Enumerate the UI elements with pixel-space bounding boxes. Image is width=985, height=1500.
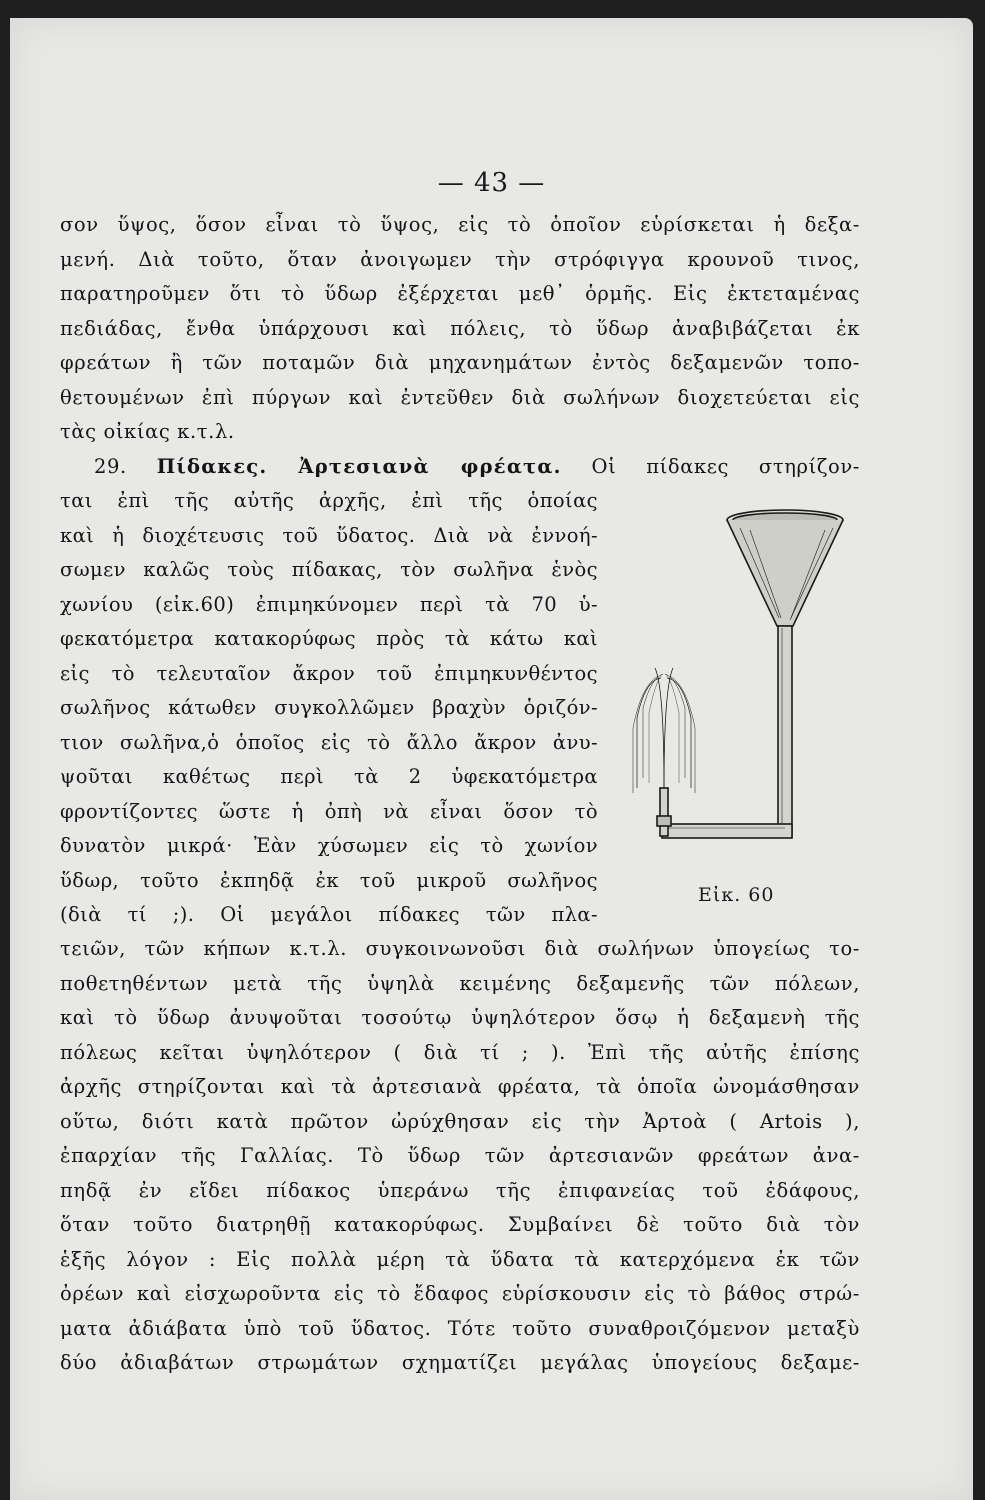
text-line: δύο ἀδιαβάτων στρωμάτων σχηματίζει μεγάλας ὑπογείους δεξαμε- [60,1351,860,1374]
text-line: σωλῆνος κάτωθεν συγκολλῶμεν βραχὺν ὁριζόν- [60,696,598,719]
text-line: φροντίζοντες ὥστε ἡ ὀπὴ νὰ εἶναι ὅσον τὸ [60,799,598,823]
text-line: πεδιάδας, ἔνθα ὑπάρχουσι καὶ πόλεις, τὸ ὕδωρ ἀναβιβάζεται ἐκ [60,316,860,340]
section-heading-line [60,450,860,485]
text-line: σωμεν καλῶς τοὺς πίδακας, τὸν σωλῆνα ἑνὸς [60,558,598,581]
paragraph-top [60,208,860,484]
text-line: εἰς τὸ τελευταῖον ἄκρον τοῦ ἐπιμηκυνθέντος [60,661,598,685]
text-line: (διὰ τί ;). Οἱ μεγάλοι πίδακες τῶν πλα- [60,903,598,926]
text-line: μενή. Διὰ τοῦτο, ὅταν ἀνοιγωμεν τὴν στρόφιγγα κρουνοῦ τινος, [60,247,860,271]
text-line: καὶ τὸ ὕδωρ ἀνυψοῦται τοσούτῳ ὑψηλότερον ὅσῳ ἡ δεξαμενὴ τῆς [60,1006,860,1029]
text-line: πηδᾷ ἐν εἴδει πίδακος ὑπεράνω τῆς ἐπιφανείας τοῦ ἐδάφους, [60,1178,860,1202]
text-line: τιον σωλῆνα,ὁ ὁποῖος εἰς τὸ ἄλλο ἄκρον ἀνυ- [60,730,598,754]
text-line: φεκατόμετρα κατακορύφως πρὸς τὰ κάτω καὶ [60,627,598,650]
text-line: ἀρχῆς στηρίζονται καὶ τὰ ἀρτεσιανὰ φρέατα, τὰ ὁποῖα ὠνομάσθησαν [60,1075,860,1098]
text-line: πόλεως κεῖται ὑψηλότερον ( διὰ τί ; ). Ἐπὶ τῆς αὐτῆς ἐπίσης [60,1040,860,1064]
text-line: ψοῦται καθέτως περὶ τὰ 2 ὑφεκατόμετρα [60,765,598,788]
text-line: ται ἐπὶ τῆς αὐτῆς ἀρχῆς, ἐπὶ τῆς ὁποίας [60,489,598,512]
text-line: σον ὕψος, ὅσον εἶναι τὸ ὕψος, εἰς τὸ ὁποῖον εὑρίσκεται ἡ δεξα- [60,213,860,236]
text-line: ποθετηθέντων μετὰ τῆς ὑψηλὰ κειμένης δεξαμενῆς τῶν πόλεων, [60,971,860,995]
text-line: ὀρέων καὶ εἰσχωροῦντα εἰς τὸ ἔδαφος εὑρίσκουσιν εἰς τὸ βάθος στρώ- [60,1282,860,1305]
text-line: δυνατὸν μικρά· Ἐὰν χύσωμεν εἰς τὸ χωνίον [60,834,598,857]
section-number: 29. [94,454,127,478]
page-number: — 43 — [437,168,546,198]
section-lead-text: Οἱ πίδακες στηρίζον- [591,454,860,478]
text-line: ματα ἀδιάβατα ὑπὸ τοῦ ὕδατος. Τότε τοῦτο συναθροιζόμενον μεταξὺ [60,1316,860,1340]
text-line: οὕτω, διότι κατὰ πρῶτον ὠρύχθησαν εἰς τὴν Ἀρτοὰ ( Artois ), [60,1109,860,1133]
book-page [10,18,973,1500]
text-line: παρατηροῦμεν ὅτι τὸ ὕδωρ ἐξέρχεται μεθ᾽ ὁρμῆς. Εἰς ἐκτεταμένας [60,282,860,305]
paragraph-bottom [60,932,860,1381]
section-title: Πίδακες. Ἀρτεσιανὰ φρέατα. [156,454,562,478]
text-line: ἐπαρχίαν τῆς Γαλλίας. Τὸ ὕδωρ τῶν ἀρτεσιανῶν φρεάτων ἀνα- [60,1144,860,1167]
text-line: φρεάτων ἢ τῶν ποταμῶν διὰ μηχανημάτων ἐντὸς δεξαμενῶν τοπο- [60,351,860,374]
text-line: καὶ ἡ διοχέτευσις τοῦ ὕδατος. Διὰ νὰ ἐννοή- [60,523,598,547]
text-line: ὅταν τοῦτο διατρηθῇ κατακορύφως. Συμβαίνει δὲ τοῦτο διὰ τὸν [60,1213,860,1236]
funnel-illustration [633,510,843,838]
paragraph-column [60,484,598,933]
funnel-fountain-figure [625,498,865,888]
text-line: ἑξῆς λόγον : Εἰς πολλὰ μέρη τὰ ὕδατα τὰ κατερχόμενα ἐκ τῶν [60,1247,860,1271]
text-line: ὕδωρ, τοῦτο ἐκπηδᾷ ἐκ τοῦ μικροῦ σωλῆνος [60,868,598,892]
text-line: τὰς οἰκίας κ.τ.λ. [60,420,235,443]
text-line: θετουμένων ἐπὶ πύργων καὶ ἐντεῦθεν διὰ σωλήνων διοχετεύεται εἰς [60,385,860,409]
figure-caption: Εἰκ. 60 [698,884,775,906]
text-line: τειῶν, τῶν κήπων κ.τ.λ. συγκοινωνοῦσι διὰ σωλήνων ὑπογείως το- [60,937,860,960]
text-line: χωνίου (εἰκ.60) ἐπιμηκύνομεν περὶ τὰ 70 ὑ- [60,592,598,616]
